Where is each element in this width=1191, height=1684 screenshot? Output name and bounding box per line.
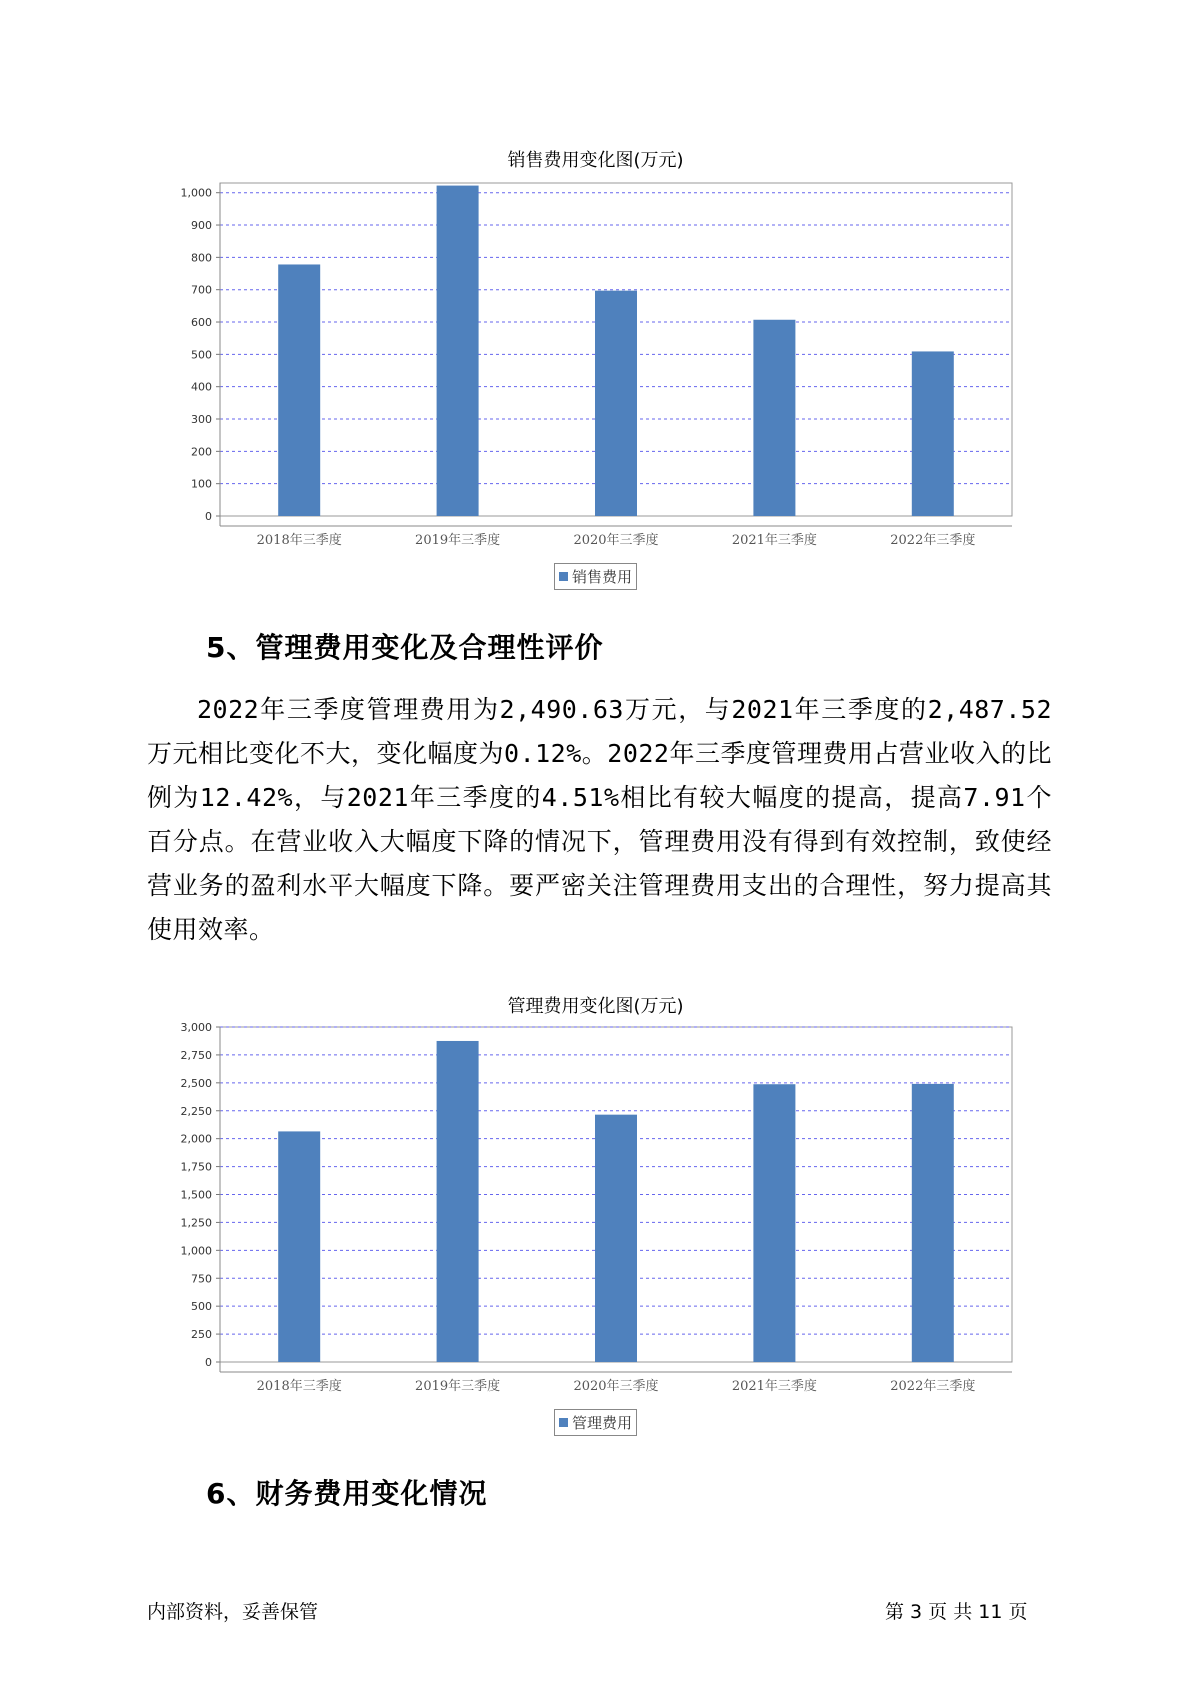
x-tick-label: 2021年三季度 [731, 533, 817, 548]
y-tick-label: 2,500 [180, 1076, 212, 1090]
y-tick-label: 800 [191, 251, 212, 265]
legend-label: 销售费用 [572, 568, 633, 586]
y-tick-label: 600 [191, 316, 212, 330]
legend-swatch [559, 1418, 568, 1427]
x-tick-label: 2020年三季度 [573, 533, 659, 548]
y-tick-label: 700 [191, 283, 212, 297]
bar [753, 1084, 795, 1362]
y-tick-label: 300 [191, 413, 212, 427]
y-tick-label: 250 [191, 1328, 212, 1342]
y-tick-label: 2,750 [180, 1048, 212, 1062]
chart-title-admin: 管理费用变化图(万元) [507, 996, 684, 1017]
y-tick-label: 1,250 [180, 1216, 212, 1230]
bar [437, 1041, 479, 1362]
section-6-heading: 6、财务费用变化情况 [206, 1477, 488, 1510]
y-tick-label: 750 [191, 1272, 212, 1286]
x-tick-label: 2022年三季度 [890, 533, 976, 548]
footer-left: 内部资料，妥善保管 [147, 1601, 319, 1623]
x-tick-label: 2018年三季度 [256, 533, 342, 548]
y-tick-label: 0 [205, 510, 212, 523]
chart-title-sales: 销售费用变化图(万元) [507, 150, 684, 171]
x-tick-label: 2019年三季度 [415, 533, 501, 548]
legend-label: 管理费用 [572, 1414, 633, 1432]
y-tick-label: 1,000 [180, 186, 212, 200]
y-tick-label: 2,250 [180, 1104, 212, 1118]
x-tick-label: 2019年三季度 [415, 1379, 501, 1394]
y-tick-label: 0 [205, 1356, 212, 1369]
y-tick-label: 1,000 [180, 1244, 212, 1258]
y-tick-label: 3,000 [180, 1021, 212, 1034]
y-tick-label: 500 [191, 1300, 212, 1314]
y-tick-label: 200 [191, 445, 212, 459]
x-tick-label: 2021年三季度 [731, 1379, 817, 1394]
section-5-heading: 5、管理费用变化及合理性评价 [206, 631, 604, 664]
bar [595, 1115, 637, 1362]
y-tick-label: 100 [191, 477, 212, 491]
y-tick-label: 900 [191, 219, 212, 233]
legend-admin [554, 1409, 637, 1436]
x-tick-label: 2022年三季度 [890, 1379, 976, 1394]
bar [278, 1131, 320, 1362]
y-tick-label: 500 [191, 348, 212, 362]
bar [912, 1084, 954, 1362]
y-tick-label: 2,000 [180, 1132, 212, 1146]
footer-page-number: 第 3 页 共 11 页 [885, 1601, 1028, 1623]
x-tick-label: 2020年三季度 [573, 1379, 659, 1394]
y-tick-label: 1,750 [180, 1160, 212, 1174]
y-tick-label: 400 [191, 380, 212, 394]
section-5-paragraph: 2022年三季度管理费用为2,490.63万元，与2021年三季度的2,487.52万元相比变化不大，变化幅度为0.12%。2022年三季度管理费用占营业收入的比例为12.42%，与2021年三季度的4.51%相比有较大幅度的提高，提高7.91个百分点。在营业收入大幅度下降的情况下，管理费用没有得到有效控制，致使经营业务的盈利水平大幅度下降。要严密关注管理费用支出的合理性，努力提高其使用效率。 [147, 695, 1052, 944]
y-tick-label: 1,500 [180, 1188, 212, 1202]
x-tick-label: 2018年三季度 [256, 1379, 342, 1394]
